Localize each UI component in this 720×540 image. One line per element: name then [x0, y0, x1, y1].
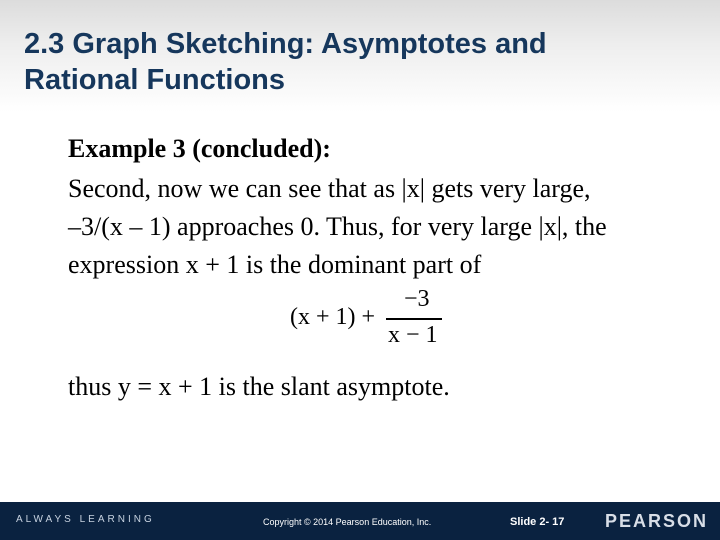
fraction-bar: [386, 318, 442, 320]
slide-title: [24, 26, 704, 98]
formula-term: (x + 1) +: [290, 304, 376, 330]
conclusion-text: thus y = x + 1 is the slant asymptote.: [68, 372, 450, 401]
pearson-logo: PEARSON: [605, 511, 709, 531]
slide-title-line-1: 2.3 Graph Sketching: Asymptotes and: [24, 28, 547, 60]
explanation-line-2: –3/(x – 1) approaches 0. Thus, for very large |x|, the: [68, 212, 607, 241]
footer-bar: [0, 502, 720, 540]
slide-title-line-2: Rational Functions: [24, 64, 285, 96]
explanation-text: [68, 170, 708, 284]
explanation-line-3: expression x + 1 is the dominant part of: [68, 250, 482, 279]
slide-number: Slide 2- 17: [510, 516, 565, 528]
explanation-line-1: Second, now we can see that as |x| gets very large,: [68, 174, 591, 203]
copyright-text: Copyright © 2014 Pearson Education, Inc.: [263, 517, 432, 527]
formula: [286, 284, 466, 354]
example-heading: Example 3 (concluded):: [68, 134, 331, 163]
footer-tagline: ALWAYS LEARNING: [16, 514, 155, 525]
formula-denominator: x − 1: [388, 322, 438, 348]
formula-numerator: −3: [404, 286, 430, 312]
